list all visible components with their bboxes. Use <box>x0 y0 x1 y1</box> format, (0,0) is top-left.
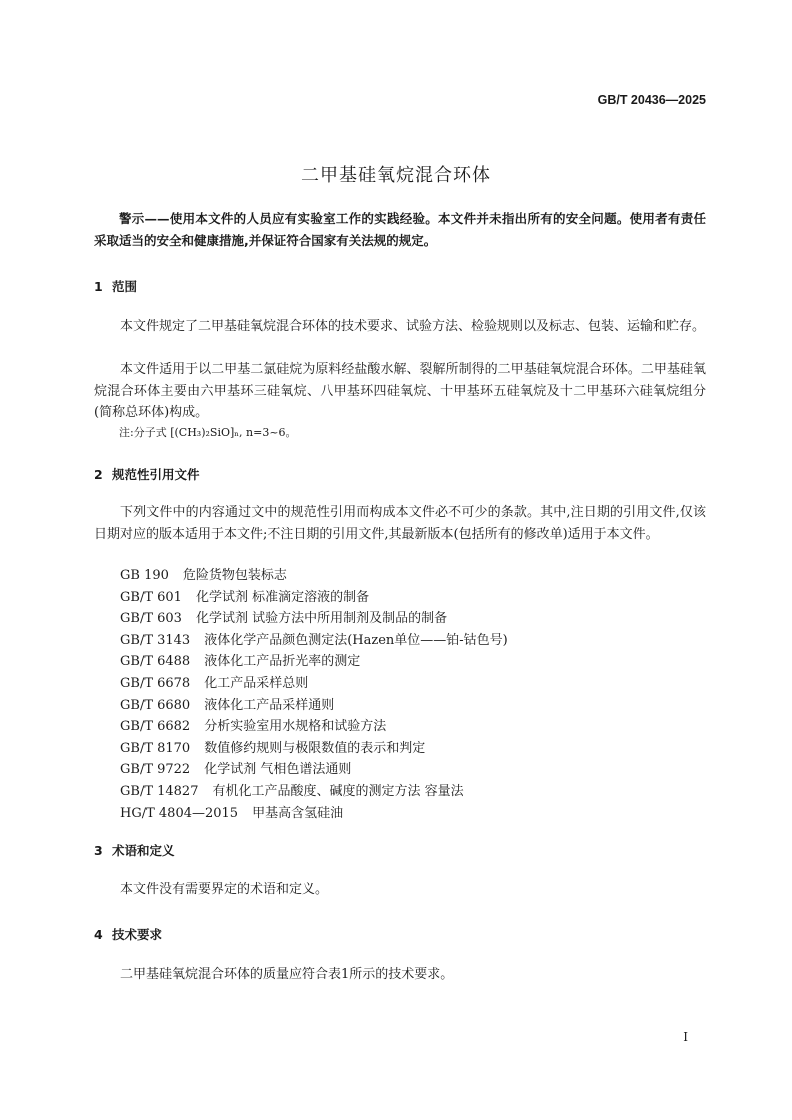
reference-code: GB 190 <box>120 568 169 583</box>
list-item <box>120 673 508 695</box>
reference-title: 液体化工产品折光率的测定 <box>204 654 361 670</box>
reference-title: 有机化工产品酸度、碱度的测定方法 容量法 <box>212 783 464 799</box>
section-2-heading <box>94 465 200 483</box>
reference-code: GB/T 6680 <box>120 697 191 713</box>
list-item <box>120 651 508 673</box>
reference-code: GB/T 3143 <box>120 632 191 648</box>
reference-title: 化学试剂 标准滴定溶液的制备 <box>195 589 370 605</box>
section-title: 范围 <box>112 279 138 294</box>
section-number: 4 <box>94 927 103 942</box>
section-title: 技术要求 <box>112 927 163 942</box>
reference-list <box>120 565 508 824</box>
reference-title: 分析实验室用水规格和试验方法 <box>204 719 387 735</box>
section-1-note: 注:分子式 [(CH₃)₂SiO]ₙ, n=3~6。 <box>119 426 297 439</box>
list-item <box>120 759 508 781</box>
section-4-heading <box>94 925 162 943</box>
document-title: 二甲基硅氧烷混合环体 <box>301 165 491 186</box>
page-number: I <box>683 1030 688 1044</box>
section-3-paragraph-1: 本文件没有需要界定的术语和定义。 <box>120 882 329 897</box>
section-number: 3 <box>94 843 103 858</box>
reference-title: 数值修约规则与极限数值的表示和判定 <box>204 740 426 756</box>
section-number: 1 <box>94 279 103 294</box>
reference-title: 化学试剂 试验方法中所用制剂及制品的制备 <box>195 611 448 627</box>
reference-code: GB/T 6682 <box>120 719 191 735</box>
list-item <box>120 587 508 609</box>
list-item <box>120 565 508 587</box>
list-item <box>120 630 508 652</box>
section-1-paragraph-2: 本文件适用于以二甲基二氯硅烷为原料经盐酸水解、裂解所制得的二甲基硅氧烷混合环体。二甲基硅氧烷混合环体主要由六甲基环三硅氧烷、八甲基环四硅氧烷、十甲基环五硅氧烷及十二甲基环六硅氧烷组分(简称总环体)构成。 <box>94 362 706 420</box>
section-3-heading <box>94 841 175 859</box>
reference-code: GB/T 601 <box>120 589 182 605</box>
list-item <box>120 695 508 717</box>
section-1-paragraph-1: 本文件规定了二甲基硅氧烷混合环体的技术要求、试验方法、检验规则以及标志、包装、运输和贮存。 <box>120 319 706 334</box>
reference-code: GB/T 6678 <box>120 675 191 691</box>
section-title: 术语和定义 <box>112 843 175 858</box>
section-number: 2 <box>94 467 103 482</box>
list-item <box>120 716 508 738</box>
reference-title: 液体化学产品颜色测定法(Hazen单位——铂-钴色号) <box>204 632 508 648</box>
reference-code: GB/T 8170 <box>120 740 191 756</box>
reference-title: 化工产品采样总则 <box>204 675 309 691</box>
warning-paragraph: 警示——使用本文件的人员应有实验室工作的实践经验。本文件并未指出所有的安全问题。使用者有责任采取适当的安全和健康措施,并保证符合国家有关法规的规定。 <box>94 211 706 248</box>
standard-code: GB/T 20436—2025 <box>597 93 706 107</box>
list-item <box>120 803 508 825</box>
reference-title: 甲基高含氢硅油 <box>252 805 344 821</box>
reference-code: GB/T 14827 <box>120 783 199 799</box>
section-1-heading <box>94 277 137 295</box>
reference-title: 化学试剂 气相色谱法通则 <box>204 762 352 778</box>
list-item <box>120 608 508 630</box>
reference-code: HG/T 4804—2015 <box>120 805 239 821</box>
reference-code: GB/T 6488 <box>120 654 191 670</box>
section-title: 规范性引用文件 <box>112 467 200 482</box>
section-4-paragraph-1: 二甲基硅氧烷混合环体的质量应符合表1所示的技术要求。 <box>120 967 454 982</box>
reference-code: GB/T 603 <box>120 611 182 627</box>
reference-code: GB/T 9722 <box>120 762 191 778</box>
section-2-paragraph-1: 下列文件中的内容通过文中的规范性引用而构成本文件必不可少的条款。其中,注日期的引用文件,仅该日期对应的版本适用于本文件;不注日期的引用文件,其最新版本(包括所有的修改单)适用于本文件。 <box>94 505 706 542</box>
reference-title: 危险货物包装标志 <box>182 568 287 583</box>
reference-title: 液体化工产品采样通则 <box>204 697 335 713</box>
list-item <box>120 738 508 760</box>
list-item <box>120 781 508 803</box>
